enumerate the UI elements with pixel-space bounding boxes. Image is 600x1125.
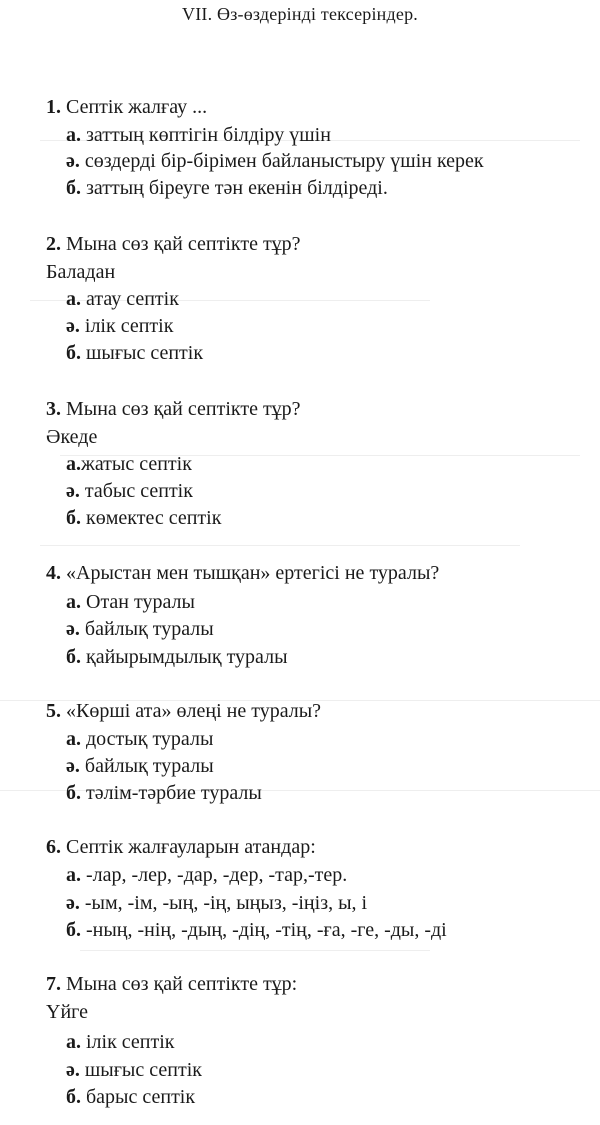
option-5c <box>66 781 262 805</box>
option-text: достық туралы <box>86 728 214 750</box>
option-5a <box>66 727 213 751</box>
option-1b <box>66 149 484 173</box>
question-3 <box>46 397 301 421</box>
question-7 <box>46 972 297 996</box>
question-number: 4. <box>46 562 61 584</box>
question-5 <box>46 699 321 723</box>
option-text: барыс септік <box>86 1086 196 1108</box>
option-text: -ның, -нің, -дың, -дің, -тің, -ға, -ге, -ды, -ді <box>86 919 447 941</box>
option-letter: ә. <box>66 150 80 172</box>
option-letter: а. <box>66 1031 81 1053</box>
question-text: «Арыстан мен тышқан» ертегісі не туралы? <box>66 562 440 584</box>
option-letter: ә. <box>66 892 80 914</box>
question-1 <box>46 95 207 119</box>
option-letter: б. <box>66 342 81 364</box>
option-1c <box>66 176 388 200</box>
option-text: байлық туралы <box>84 755 214 777</box>
question-text: Септік жалғауларын атандар: <box>66 836 316 858</box>
option-6a <box>66 863 347 887</box>
option-letter: а. <box>66 864 81 886</box>
option-text: -лар, -лер, -дар, -дер, -тар,-тер. <box>86 864 348 886</box>
option-text: заттың көптігін білдіру үшін <box>86 124 331 146</box>
option-text: Отан туралы <box>86 591 195 613</box>
option-letter: б. <box>66 177 81 199</box>
option-letter: а. <box>66 591 81 613</box>
option-4a <box>66 590 195 614</box>
option-7c <box>66 1085 195 1109</box>
option-text: көмектес септік <box>86 507 222 529</box>
option-text: ілік септік <box>86 1031 175 1053</box>
option-letter: б. <box>66 919 81 941</box>
option-text: шығыс септік <box>84 1059 202 1081</box>
option-letter: ә. <box>66 315 80 337</box>
question-word: Баладан <box>46 261 116 283</box>
option-letter: б. <box>66 782 81 804</box>
option-text: табыс септік <box>84 480 193 502</box>
option-letter: ә. <box>66 618 80 640</box>
option-letter: а. <box>66 124 81 146</box>
option-letter: б. <box>66 507 81 529</box>
option-letter: а. <box>66 288 81 310</box>
option-text: -ым, -ім, -ың, -ің, ыңыз, -іңіз, ы, і <box>84 892 368 914</box>
question-number: 5. <box>46 700 61 722</box>
question-number: 6. <box>46 836 61 858</box>
question-text: Мына сөз қай септікте тұр? <box>66 233 301 255</box>
option-1a <box>66 123 331 147</box>
option-text: атау септік <box>86 288 179 310</box>
question-4 <box>46 561 439 585</box>
page-title: VII. Өз-өздерінді тексеріндер. <box>182 4 418 24</box>
option-letter: ә. <box>66 1059 80 1081</box>
option-2b <box>66 314 173 338</box>
option-2a <box>66 287 179 311</box>
option-text: байлық туралы <box>84 618 214 640</box>
question-number: 2. <box>46 233 61 255</box>
option-letter: ә. <box>66 755 80 777</box>
option-7a <box>66 1030 175 1054</box>
option-4b <box>66 617 214 641</box>
question-text: Мына сөз қай септікте тұр: <box>66 973 298 995</box>
option-letter: б. <box>66 646 81 668</box>
option-letter: а. <box>66 453 81 475</box>
question-text: «Көрші ата» өлеңі не туралы? <box>66 700 322 722</box>
question-number: 7. <box>46 973 61 995</box>
option-text: шығыс септік <box>86 342 204 364</box>
option-5b <box>66 754 214 778</box>
option-letter: б. <box>66 1086 81 1108</box>
question-number: 1. <box>46 96 61 118</box>
option-text: қайырымдылық туралы <box>86 646 288 668</box>
option-3c <box>66 506 221 530</box>
question-2 <box>46 232 301 256</box>
question-text: Мына сөз қай септікте тұр? <box>66 398 301 420</box>
option-7b <box>66 1058 202 1082</box>
question-word: Әкеде <box>46 426 98 448</box>
option-6b <box>66 891 367 915</box>
option-3a <box>66 452 192 476</box>
option-text: жатыс септік <box>81 453 192 475</box>
option-letter: а. <box>66 728 81 750</box>
question-word: Үйге <box>46 1001 88 1023</box>
option-4c <box>66 645 288 669</box>
option-text: заттың біреуге тән екенін білдіреді. <box>86 177 388 199</box>
option-text: ілік септік <box>84 315 174 337</box>
option-3b <box>66 479 193 503</box>
option-text: тәлім-тәрбие туралы <box>86 782 262 804</box>
option-6c <box>66 918 447 942</box>
question-text: Септік жалғау ... <box>66 96 208 118</box>
option-text: сөздерді бір-бірімен байланыстыру үшін керек <box>84 150 484 172</box>
option-2c <box>66 341 203 365</box>
question-6 <box>46 835 316 859</box>
option-letter: ә. <box>66 480 80 502</box>
question-number: 3. <box>46 398 61 420</box>
